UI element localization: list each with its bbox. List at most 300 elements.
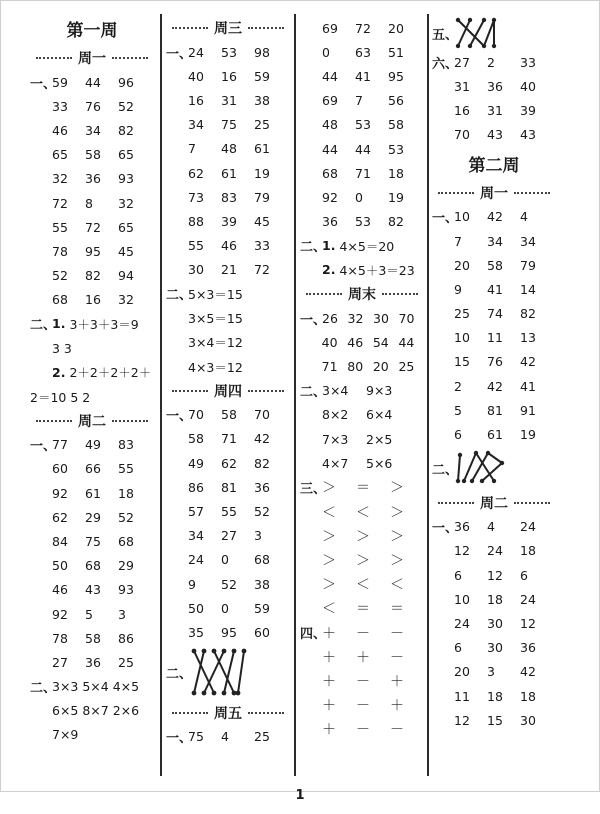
- answer-block: [300, 306, 424, 379]
- answer-line: [166, 306, 290, 330]
- answer-value: 36: [454, 519, 470, 535]
- answer-value: 40: [321, 334, 338, 350]
- answer-line: 2. 2＋2＋2＋2＋: [52, 364, 152, 381]
- answer-value: ＜: [322, 601, 336, 618]
- answer-value: ＞: [356, 528, 370, 545]
- answer-row: [300, 596, 424, 620]
- answer-value: 55: [221, 503, 237, 519]
- answer-value: －: [390, 722, 404, 739]
- answer-row: [30, 143, 154, 167]
- answer-row: [30, 70, 154, 94]
- answer-value: 92: [322, 189, 338, 205]
- answer-row: [300, 379, 424, 403]
- answer-value: 86: [188, 479, 204, 495]
- day-heading: 周一: [432, 181, 556, 205]
- answer-value: ＞: [390, 553, 404, 570]
- answer-row: [300, 548, 424, 572]
- column-divider: [160, 14, 162, 776]
- answer-text: 4×3＝12: [188, 359, 243, 375]
- answer-value: 2: [487, 54, 495, 70]
- answer-value: 36: [85, 171, 101, 187]
- answer-value: 3: [254, 528, 262, 544]
- answer-value: ＝: [356, 480, 370, 497]
- answer-row: [300, 354, 424, 378]
- answer-value: 65: [52, 147, 68, 163]
- answer-value: 52: [254, 503, 270, 519]
- answer-row: [166, 113, 290, 137]
- answer-line: 二、: [166, 645, 290, 701]
- answer-row: [166, 40, 290, 64]
- answer-value: 68: [118, 533, 134, 549]
- answer-value: 27: [221, 528, 237, 544]
- answer-value: 41: [487, 281, 503, 297]
- answer-value: 18: [520, 688, 536, 704]
- answer-value: 32: [118, 195, 134, 211]
- question-label: 二、: [166, 288, 193, 304]
- answer-value: 93: [118, 171, 134, 187]
- answer-row: [432, 253, 556, 277]
- answer-value: 81: [221, 479, 237, 495]
- answer-value: 8×2: [322, 407, 349, 423]
- answer-row: [300, 161, 424, 185]
- answer-value: ＜: [390, 577, 404, 594]
- answer-row: [30, 602, 154, 626]
- answer-line: 2＝10 5 2: [30, 389, 91, 405]
- answer-line: 二、 1. 3＋3＋3＝9: [30, 316, 139, 334]
- answer-value: 34: [520, 233, 536, 249]
- answer-value: 46: [52, 122, 68, 138]
- answer-value: 75: [85, 533, 101, 549]
- answer-row: [300, 210, 424, 234]
- answer-row: [300, 669, 424, 693]
- answer-row: [30, 529, 154, 553]
- answer-row: [166, 620, 290, 644]
- answer-value: 59: [254, 68, 270, 84]
- answer-value: 53: [355, 214, 371, 230]
- answer-value: 46: [347, 334, 364, 350]
- answer-value: 42: [487, 378, 503, 394]
- answer-row: [30, 118, 154, 142]
- answer-row: [432, 205, 556, 229]
- answer-value: 69: [322, 93, 338, 109]
- answer-value: 36: [322, 214, 338, 230]
- answer-value: 7×3: [322, 431, 349, 447]
- answer-value: 6: [520, 567, 528, 583]
- answer-value: 25: [398, 359, 415, 375]
- answer-row: [432, 563, 556, 587]
- answer-row: [30, 554, 154, 578]
- answer-value: 43: [487, 127, 503, 143]
- answer-value: 55: [52, 219, 68, 235]
- answer-value: ＋: [390, 673, 404, 690]
- answer-value: 78: [52, 243, 68, 259]
- answer-row: [166, 572, 290, 596]
- answer-row: [300, 40, 424, 64]
- answer-value: 6×4: [366, 407, 393, 423]
- answer-row: [432, 684, 556, 708]
- answer-value: ＋: [356, 649, 370, 666]
- answer-value: 30: [373, 310, 389, 326]
- answer-value: 26: [322, 310, 338, 326]
- answer-value: 20: [454, 664, 470, 680]
- answer-row: [432, 123, 556, 147]
- answer-value: 48: [322, 117, 338, 133]
- answer-value: 2: [454, 378, 462, 394]
- answer-value: 4: [520, 209, 528, 225]
- answer-row: [300, 475, 424, 499]
- answer-line: 二、 1. 4×5＝20: [300, 238, 395, 256]
- answer-text: 5×3＝15: [188, 286, 243, 302]
- column-1: [30, 16, 154, 776]
- answer-value: 50: [52, 558, 68, 574]
- answer-line: [166, 330, 290, 354]
- answer-value: 24: [487, 543, 503, 559]
- answer-value: 44: [355, 141, 371, 157]
- matching-lines-drawing: [454, 449, 518, 489]
- answer-value: 71: [321, 359, 338, 375]
- answer-value: 16: [85, 292, 101, 308]
- question-label: 一、: [432, 211, 459, 227]
- answer-value: 65: [118, 219, 134, 235]
- week-title: 第二周: [468, 155, 520, 176]
- answer-value: －: [356, 625, 370, 642]
- answer-value: 43: [520, 127, 536, 143]
- answer-value: 70: [188, 407, 204, 423]
- day-heading: 周一: [30, 46, 154, 70]
- answer-value: 86: [118, 630, 134, 646]
- answer-row: [300, 306, 424, 330]
- answer-value: 18: [118, 485, 134, 501]
- answer-value: 25: [254, 117, 270, 133]
- answer-value: 82: [254, 455, 270, 471]
- answer-row: [30, 457, 154, 481]
- answer-value: 31: [221, 92, 237, 108]
- answer-row: [432, 277, 556, 301]
- answer-value: 76: [487, 354, 503, 370]
- answer-line: 五、: [432, 16, 556, 50]
- answer-row: [300, 89, 424, 113]
- answer-value: 72: [355, 20, 371, 36]
- answer-row: [432, 74, 556, 98]
- answer-value: 6: [454, 427, 462, 443]
- answer-value: 16: [188, 92, 204, 108]
- answer-value: 68: [85, 558, 101, 574]
- answer-value: 4: [487, 519, 495, 535]
- answer-value: ＜: [322, 504, 336, 521]
- answer-value: 69: [322, 20, 338, 36]
- answer-row: [300, 330, 424, 354]
- answer-value: 42: [520, 664, 536, 680]
- answer-row: [166, 596, 290, 620]
- answer-row: [300, 16, 424, 40]
- answer-row: [166, 137, 290, 161]
- answer-value: 12: [487, 567, 503, 583]
- answer-value: 30: [487, 615, 503, 631]
- question-label: 一、: [300, 312, 327, 328]
- question-label: 一、: [30, 439, 57, 455]
- answer-value: ＞: [322, 480, 336, 497]
- answer-value: 20: [454, 257, 470, 273]
- day-heading: 周四: [166, 379, 290, 403]
- answer-value: 61: [487, 427, 503, 443]
- question-label: 六、: [432, 56, 459, 72]
- answer-value: 82: [85, 268, 101, 284]
- answer-value: 79: [254, 189, 270, 205]
- answer-value: －: [390, 625, 404, 642]
- answer-value: ＜: [356, 504, 370, 521]
- answer-row: [30, 481, 154, 505]
- answer-value: 58: [85, 147, 101, 163]
- answer-row: [30, 215, 154, 239]
- answer-value: ＋: [322, 649, 336, 666]
- answer-value: 33: [52, 98, 68, 114]
- answer-value: 74: [487, 306, 503, 322]
- question-label: 一、: [30, 76, 57, 92]
- answer-value: ＝: [356, 601, 370, 618]
- answer-row: [300, 693, 424, 717]
- answer-value: 30: [487, 640, 503, 656]
- answer-block: [432, 205, 556, 447]
- answer-row: [300, 113, 424, 137]
- answer-row: [300, 185, 424, 209]
- matching-lines-drawing: [188, 647, 258, 699]
- answer-value: 32: [52, 171, 68, 187]
- answer-value: 94: [118, 268, 134, 284]
- answer-value: 5: [454, 402, 462, 418]
- answer-value: 34: [487, 233, 503, 249]
- answer-value: 12: [520, 615, 536, 631]
- answer-value: 3: [487, 664, 495, 680]
- answer-value: －: [356, 722, 370, 739]
- answer-value: 9×3: [366, 383, 393, 399]
- answer-value: 18: [487, 591, 503, 607]
- answer-row: [166, 185, 290, 209]
- answer-value: 83: [221, 189, 237, 205]
- answer-value: 42: [487, 209, 503, 225]
- answer-line: 3 3: [52, 340, 72, 356]
- answer-row: [300, 645, 424, 669]
- answer-value: 25: [118, 654, 134, 670]
- answer-value: 4: [221, 729, 229, 745]
- answer-value: 7: [355, 93, 363, 109]
- answer-value: 21: [221, 262, 237, 278]
- answer-value: 53: [355, 117, 371, 133]
- answer-value: 16: [454, 102, 470, 118]
- answer-row: [30, 578, 154, 602]
- answer-block: [300, 379, 424, 476]
- answer-value: 57: [188, 503, 204, 519]
- answer-block: [300, 16, 424, 234]
- answer-row: [166, 475, 290, 499]
- answer-value: 51: [388, 44, 404, 60]
- answer-block: [300, 475, 424, 620]
- answer-value: 71: [355, 165, 371, 181]
- answer-value: 34: [188, 528, 204, 544]
- answer-block: [166, 403, 290, 645]
- answer-value: 7: [454, 233, 462, 249]
- answer-value: 34: [188, 117, 204, 133]
- answer-value: ＋: [322, 698, 336, 715]
- answer-value: 96: [118, 74, 134, 90]
- answer-value: ＋: [322, 673, 336, 690]
- answer-value: 20: [372, 359, 389, 375]
- answer-value: 95: [221, 624, 237, 640]
- answer-value: 71: [221, 431, 237, 447]
- answer-block: [166, 725, 290, 749]
- answer-value: 29: [118, 558, 134, 574]
- answer-value: 53: [221, 44, 237, 60]
- answer-value: 45: [254, 213, 270, 229]
- week-title: 第一周: [66, 21, 118, 41]
- answer-value: 39: [221, 213, 237, 229]
- answer-value: 24: [454, 615, 470, 631]
- answer-value: 62: [188, 165, 204, 181]
- answer-row: [432, 708, 556, 732]
- answer-value: 49: [85, 437, 101, 453]
- answer-value: 79: [520, 257, 536, 273]
- answer-value: 15: [454, 354, 470, 370]
- answer-value: 76: [85, 98, 101, 114]
- answer-value: ＜: [356, 577, 370, 594]
- answer-row: [166, 427, 290, 451]
- answer-text: 3×5＝15: [188, 311, 243, 327]
- answer-value: ＞: [322, 528, 336, 545]
- answer-value: 0: [355, 189, 363, 205]
- answer-value: 66: [85, 461, 101, 477]
- answer-value: 48: [221, 141, 237, 157]
- answer-row: [30, 433, 154, 457]
- answer-value: 55: [118, 461, 134, 477]
- answer-value: 30: [188, 262, 204, 278]
- answer-value: 27: [454, 54, 470, 70]
- answer-line: 7×9: [52, 727, 79, 743]
- answer-line: 二、: [432, 447, 556, 491]
- question-label: 一、: [432, 521, 459, 537]
- answer-value: 78: [52, 630, 68, 646]
- answer-value: ＞: [322, 553, 336, 570]
- answer-value: 25: [454, 306, 470, 322]
- answer-value: ＋: [322, 722, 336, 739]
- answer-block: [432, 50, 556, 147]
- answer-value: 42: [520, 354, 536, 370]
- answer-row: [432, 539, 556, 563]
- answer-row: [300, 137, 424, 161]
- answer-row: [432, 302, 556, 326]
- answer-value: 88: [188, 213, 204, 229]
- answer-line: 2. 4×5＋3＝23: [322, 262, 415, 278]
- answer-row: [166, 725, 290, 749]
- answer-value: 12: [454, 712, 470, 728]
- answer-value: 95: [85, 243, 101, 259]
- answer-value: 73: [188, 189, 204, 205]
- answer-value: 44: [85, 74, 101, 90]
- answer-value: 58: [221, 407, 237, 423]
- answer-value: 0: [221, 600, 229, 616]
- answer-value: 61: [254, 141, 270, 157]
- answer-row: [300, 403, 424, 427]
- answer-line: 6×5 8×7 2×6: [52, 703, 140, 719]
- answer-value: 24: [520, 519, 536, 535]
- answer-row: [30, 626, 154, 650]
- answer-value: 18: [487, 688, 503, 704]
- answer-row: [432, 50, 556, 74]
- answer-value: 9: [188, 576, 196, 592]
- answer-value: 65: [118, 147, 134, 163]
- answer-value: 11: [454, 688, 470, 704]
- answer-row: [432, 398, 556, 422]
- answer-value: 11: [487, 330, 503, 346]
- answer-value: 68: [322, 165, 338, 181]
- answer-value: 82: [520, 306, 536, 322]
- answer-value: 77: [52, 437, 68, 453]
- answer-value: 50: [188, 600, 204, 616]
- answer-value: 24: [188, 552, 204, 568]
- answer-value: 68: [254, 552, 270, 568]
- answer-value: －: [356, 673, 370, 690]
- column-divider: [427, 14, 429, 776]
- answer-value: 72: [52, 195, 68, 211]
- answer-value: 61: [221, 165, 237, 181]
- answer-row: [300, 451, 424, 475]
- answer-value: 59: [52, 74, 68, 90]
- answer-value: 35: [188, 624, 204, 640]
- answer-value: 44: [322, 68, 338, 84]
- answer-value: 33: [254, 238, 270, 254]
- answer-row: [300, 524, 424, 548]
- answer-row: [300, 64, 424, 88]
- day-heading: 周二: [30, 409, 154, 433]
- day-heading: 周末: [300, 282, 424, 306]
- answer-block: [30, 70, 154, 312]
- answer-value: 58: [487, 257, 503, 273]
- answer-block: [166, 282, 290, 379]
- answer-row: [432, 587, 556, 611]
- answer-value: 52: [118, 98, 134, 114]
- answer-value: 95: [388, 68, 404, 84]
- answer-row: [30, 505, 154, 529]
- answer-value: 58: [85, 630, 101, 646]
- answer-block: [30, 433, 154, 675]
- answer-value: 41: [355, 68, 371, 84]
- answer-value: 80: [347, 359, 364, 375]
- answer-row: [166, 403, 290, 427]
- answer-value: 14: [520, 281, 536, 297]
- answer-value: 56: [388, 93, 404, 109]
- answer-value: 33: [520, 54, 536, 70]
- day-heading: 周五: [166, 701, 290, 725]
- answer-value: 9: [454, 281, 462, 297]
- answer-value: 5×6: [366, 455, 393, 471]
- answer-value: ＞: [390, 504, 404, 521]
- answer-value: 44: [322, 141, 338, 157]
- answer-row: [166, 64, 290, 88]
- answer-row: [166, 451, 290, 475]
- answer-row: [30, 191, 154, 215]
- answer-row: [432, 660, 556, 684]
- answer-value: 31: [454, 78, 470, 94]
- answer-value: 45: [118, 243, 134, 259]
- answer-value: 4×7: [322, 455, 349, 471]
- answer-row: [30, 650, 154, 674]
- answer-value: 58: [388, 117, 404, 133]
- answer-value: 6: [454, 640, 462, 656]
- answer-value: 98: [254, 44, 270, 60]
- answer-value: 19: [388, 189, 404, 205]
- answer-value: 5: [85, 606, 93, 622]
- answer-text: 3×4＝12: [188, 335, 243, 351]
- answer-row: [432, 374, 556, 398]
- question-label: 三、: [300, 481, 327, 497]
